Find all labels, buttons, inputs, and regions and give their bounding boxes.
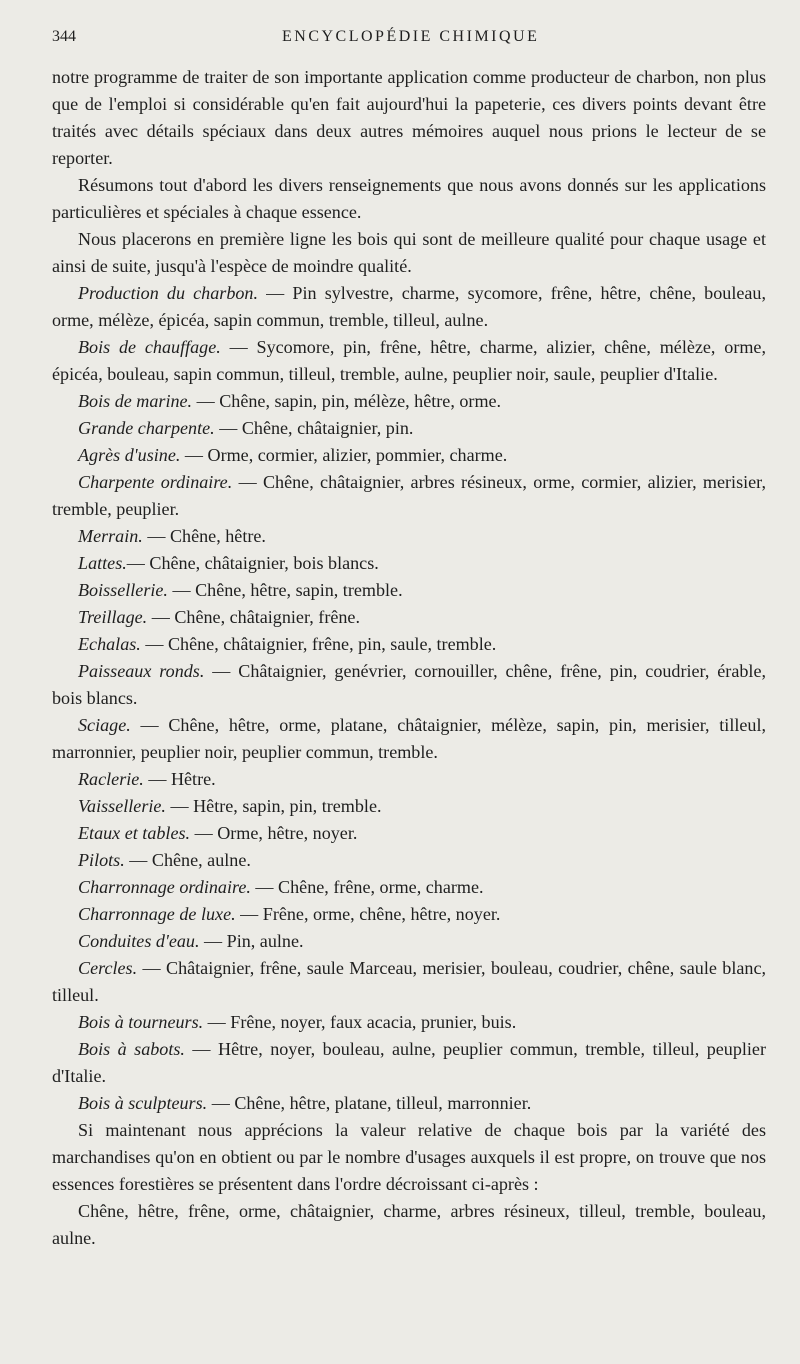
usage-species: — Chêne, châtaignier, frêne. xyxy=(147,607,360,627)
usage-species: — Orme, hêtre, noyer. xyxy=(190,823,358,843)
usage-species: — Chêne, châtaignier, frêne, pin, saule, tremble. xyxy=(140,634,497,654)
usage-entry xyxy=(52,388,766,415)
usage-species: — Chêne, hêtre, platane, tilleul, marronnier. xyxy=(207,1093,532,1113)
usage-label: Production du charbon. xyxy=(78,283,258,303)
usage-label: Echalas. xyxy=(78,634,141,654)
usage-species: — Sycomore, pin, frêne, hêtre, charme, alizier, chêne, mélèze, orme, épicéa, bouleau, sapin commun, tilleul, tremble, aulne, peuplier noir, saule, peuplier d'Italie. xyxy=(52,337,766,384)
usage-label: Charronnage ordinaire. xyxy=(78,877,251,897)
usage-label: Agrès d'usine. xyxy=(78,445,181,465)
usage-entry xyxy=(52,523,766,550)
usage-species: — Chêne, châtaignier, pin. xyxy=(214,418,414,438)
usage-label: Pilots. xyxy=(78,850,125,870)
usage-label: Etaux et tables. xyxy=(78,823,191,843)
usage-species: — Hêtre. xyxy=(143,769,216,789)
usage-entry xyxy=(52,847,766,874)
running-header xyxy=(52,28,766,54)
usage-species: — Chêne, hêtre, orme, platane, châtaignier, mélèze, sapin, pin, merisier, tilleul, marronnier, peuplier noir, peuplier commun, tremble. xyxy=(52,715,766,762)
usage-entry xyxy=(52,550,766,577)
usage-label: Bois à sculpteurs. xyxy=(78,1093,208,1113)
usage-entry xyxy=(52,1090,766,1117)
usage-label: Raclerie. xyxy=(78,769,144,789)
usage-entry xyxy=(52,631,766,658)
usage-entry xyxy=(52,1009,766,1036)
usage-entry xyxy=(52,955,766,1009)
usage-entry xyxy=(52,820,766,847)
usage-species: — Chêne, châtaignier, arbres résineux, orme, cormier, alizier, merisier, tremble, peuplier. xyxy=(52,472,766,519)
usage-species: — Chêne, hêtre, sapin, tremble. xyxy=(167,580,403,600)
usage-species: — Châtaignier, frêne, saule Marceau, merisier, bouleau, coudrier, chêne, saule blanc, tilleul. xyxy=(52,958,766,1005)
paragraph-continuation: notre programme de traiter de son importante application comme producteur de charbon, non plus que de l'emploi si considérable qu'en fait aujourd'hui la papeterie, ces divers points devant être traités avec détails spéciaux dans deux autres mémoires auquel nous prions le lecteur de se reporter. xyxy=(52,67,766,168)
paragraph-conclusion: Si maintenant nous apprécions la valeur relative de chaque bois par la variété des marchandises qu'on en obtient ou par le nombre d'usages auxquels il est propre, on trouve que nos essences forestières se présentent dans l'ordre décroissant ci-après : xyxy=(52,1120,766,1194)
usage-entry xyxy=(52,604,766,631)
usage-entry xyxy=(52,766,766,793)
usage-label: Merrain. xyxy=(78,526,143,546)
usage-species: — Pin, aulne. xyxy=(199,931,304,951)
usage-species: — Hêtre, sapin, pin, tremble. xyxy=(165,796,382,816)
usage-species: — Chêne, frêne, orme, charme. xyxy=(250,877,484,897)
usage-label: Bois à sabots. xyxy=(78,1039,185,1059)
usage-list xyxy=(52,280,766,1117)
usage-entry xyxy=(52,901,766,928)
running-title: ENCYCLOPÉDIE CHIMIQUE xyxy=(282,28,540,45)
usage-label: Bois de marine. xyxy=(78,391,193,411)
usage-entry xyxy=(52,1036,766,1090)
usage-label: Conduites d'eau. xyxy=(78,931,200,951)
usage-species: — Chêne, sapin, pin, mélèze, hêtre, orme. xyxy=(192,391,502,411)
paragraph-ranking: Nous placerons en première ligne les bois qui sont de meilleure qualité pour chaque usage et ainsi de suite, jusqu'à l'espèce de moindre qualité. xyxy=(52,229,766,276)
usage-species: — Orme, cormier, alizier, pommier, charme. xyxy=(180,445,508,465)
usage-label: Lattes. xyxy=(78,553,127,573)
usage-entry xyxy=(52,874,766,901)
usage-entry xyxy=(52,334,766,388)
usage-label: Treillage. xyxy=(78,607,148,627)
usage-label: Bois de chauffage. xyxy=(78,337,221,357)
usage-label: Sciage. xyxy=(78,715,131,735)
paragraph-final-order: Chêne, hêtre, frêne, orme, châtaignier, charme, arbres résineux, tilleul, tremble, bouleau, aulne. xyxy=(52,1201,766,1248)
usage-label: Charronnage de luxe. xyxy=(78,904,236,924)
usage-entry xyxy=(52,442,766,469)
usage-entry xyxy=(52,793,766,820)
usage-species: — Pin sylvestre, charme, sycomore, frêne, hêtre, chêne, bouleau, orme, mélèze, épicéa, sapin commun, tremble, tilleul, aulne. xyxy=(52,283,766,330)
usage-entry xyxy=(52,577,766,604)
usage-species: — Chêne, hêtre. xyxy=(142,526,266,546)
usage-species: — Chêne, châtaignier, bois blancs. xyxy=(126,553,379,573)
usage-label: Grande charpente. xyxy=(78,418,215,438)
usage-entry xyxy=(52,415,766,442)
usage-species: — Hêtre, noyer, bouleau, aulne, peuplier commun, tremble, tilleul, peuplier d'Italie. xyxy=(52,1039,766,1086)
usage-entry xyxy=(52,928,766,955)
usage-label: Boissellerie. xyxy=(78,580,168,600)
usage-entry xyxy=(52,469,766,523)
usage-entry xyxy=(52,712,766,766)
usage-label: Vaissellerie. xyxy=(78,796,166,816)
usage-species: — Chêne, aulne. xyxy=(124,850,251,870)
usage-entry xyxy=(52,280,766,334)
usage-label: Paisseaux ronds. xyxy=(78,661,205,681)
usage-label: Bois à tourneurs. xyxy=(78,1012,204,1032)
usage-species: — Frêne, noyer, faux acacia, prunier, buis. xyxy=(203,1012,517,1032)
usage-species: — Frêne, orme, chêne, hêtre, noyer. xyxy=(235,904,501,924)
page-number: 344 xyxy=(52,28,76,45)
paragraph-summary: Résumons tout d'abord les divers renseignements que nous avons donnés sur les applications particulières et spéciales à chaque essence. xyxy=(52,175,766,222)
page-body xyxy=(52,64,766,1252)
usage-species: — Châtaignier, genévrier, cornouiller, chêne, frêne, pin, coudrier, érable, bois blancs. xyxy=(52,661,766,708)
usage-label: Charpente ordinaire. xyxy=(78,472,233,492)
usage-entry xyxy=(52,658,766,712)
usage-label: Cercles. xyxy=(78,958,138,978)
